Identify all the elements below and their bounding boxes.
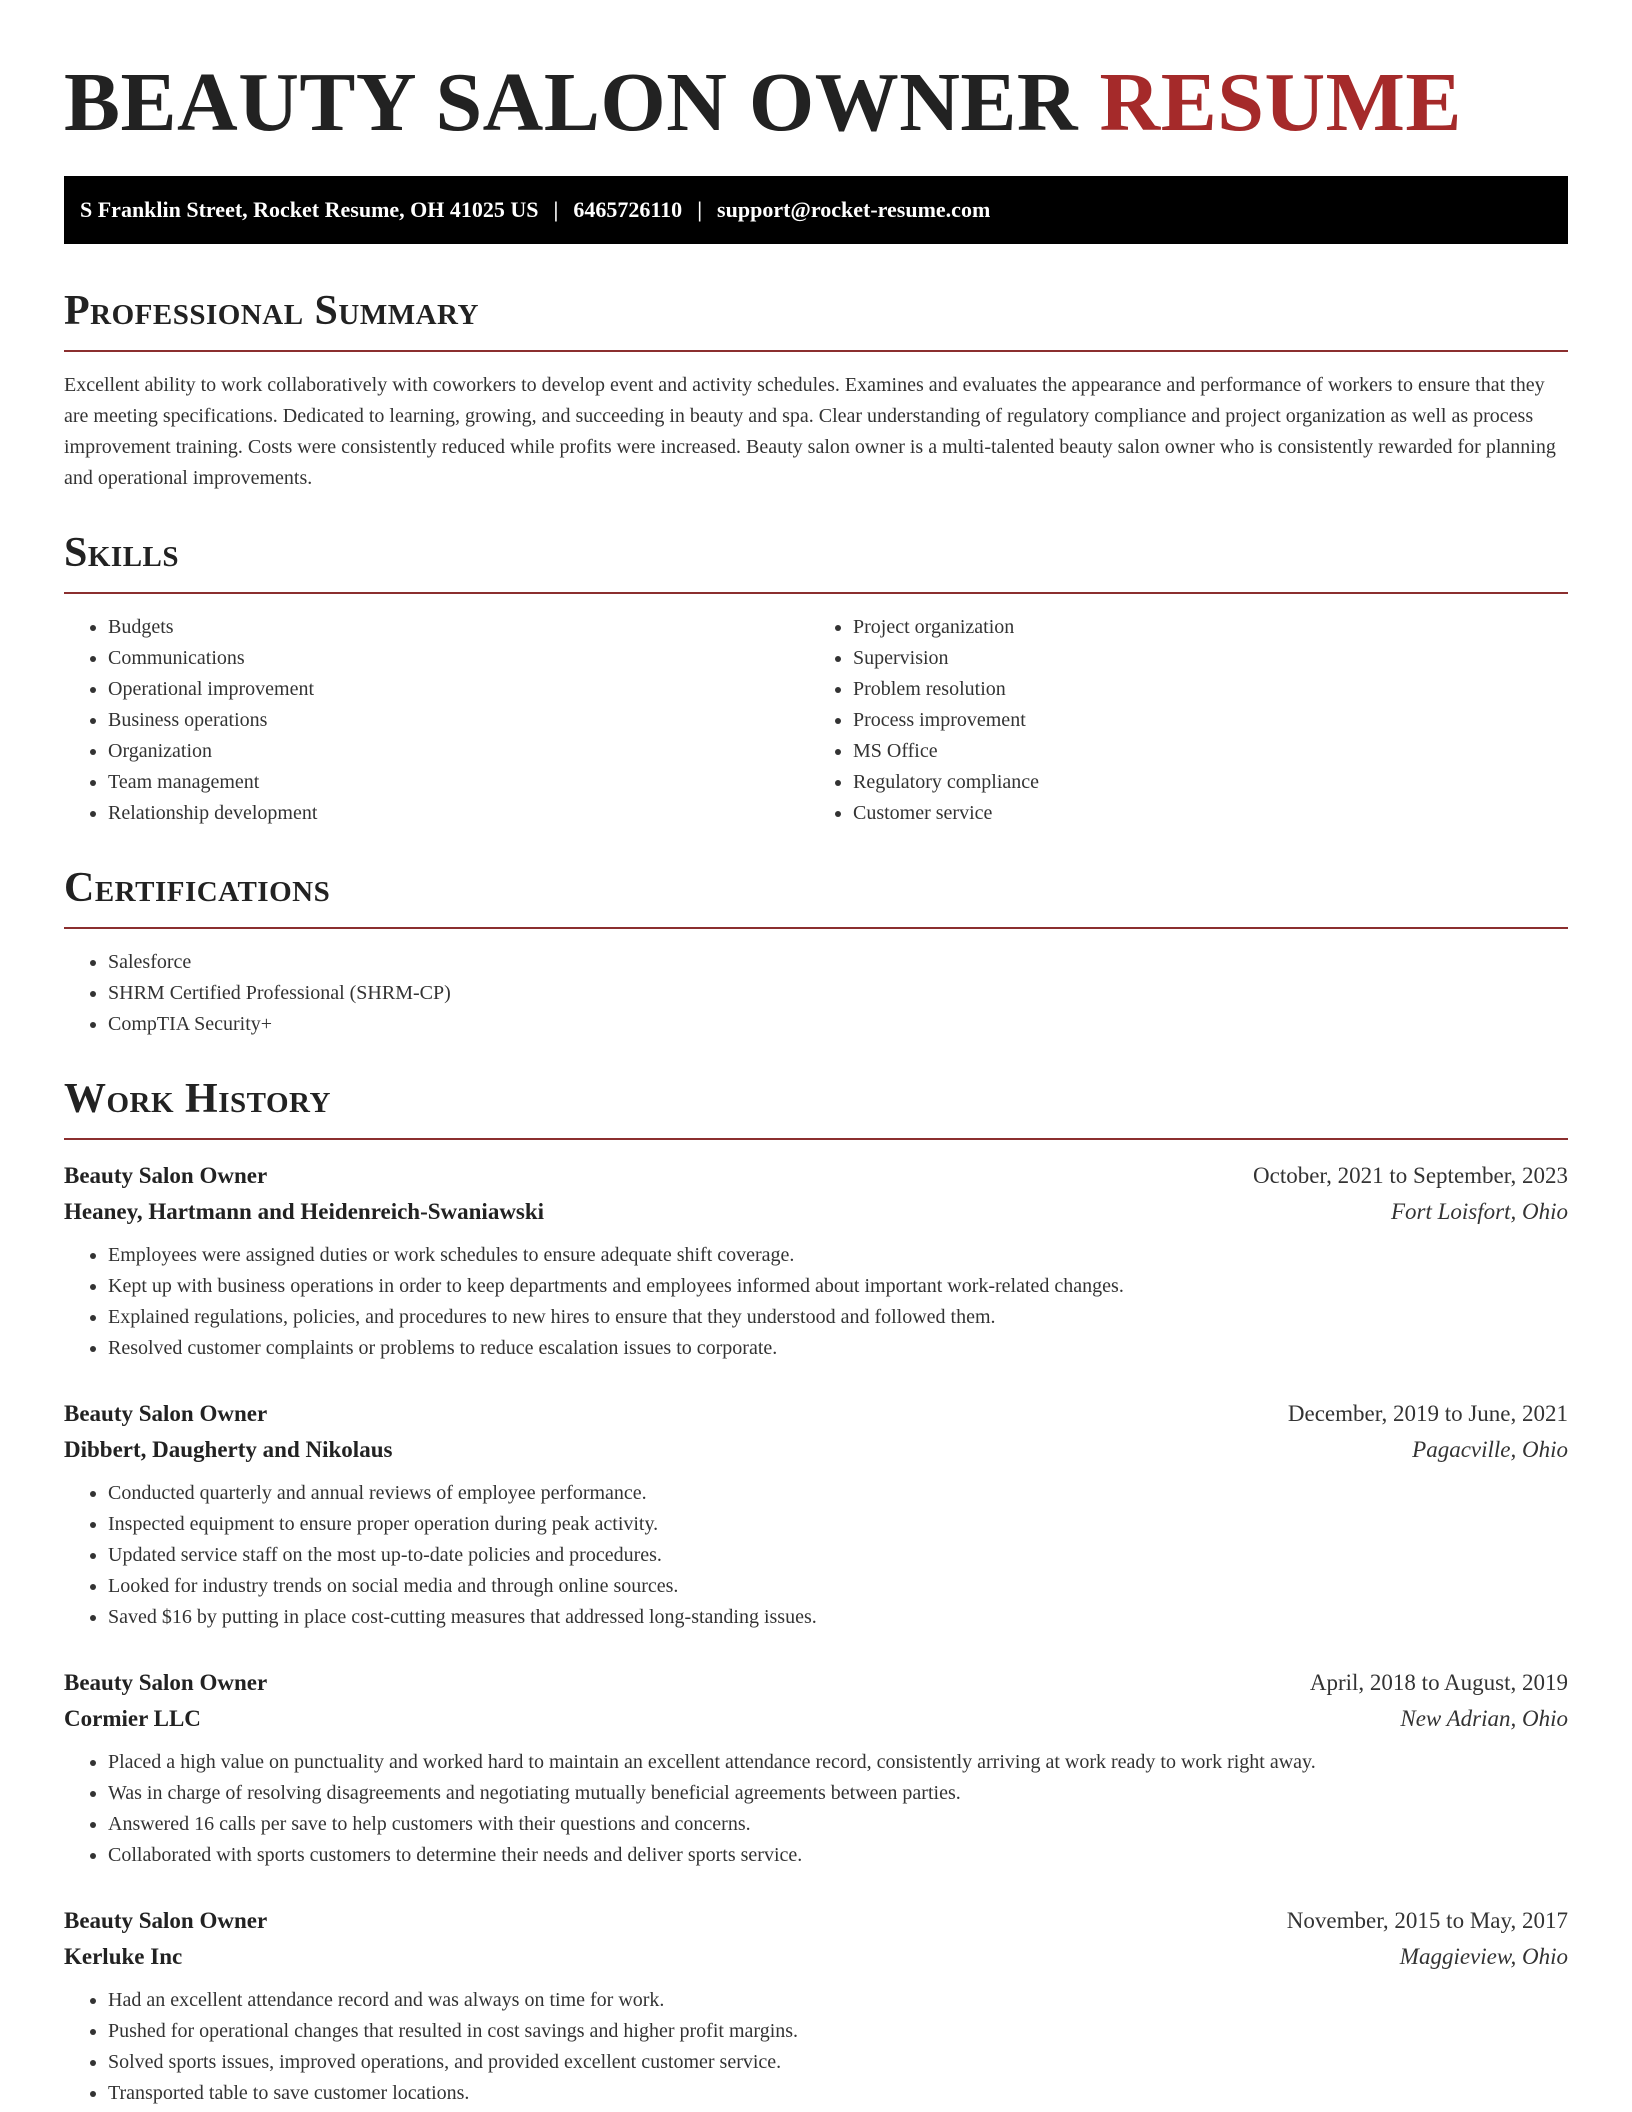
job-duty-item: • Collaborated with sports customers to determine their needs and deliver sports service. (108, 1840, 1568, 1871)
skill-item: • Customer service (853, 798, 1568, 829)
job-title: Beauty Salon Owner (64, 1908, 268, 1933)
skill-item: • Communications (108, 643, 823, 674)
skill-item: • Budgets (108, 612, 823, 643)
job-dates: October, 2021 to September, 2023 (1253, 1163, 1568, 1188)
certifications-list (64, 947, 1568, 1040)
job-company: Dibbert, Daugherty and Nikolaus (64, 1437, 393, 1462)
contact-separator: | (697, 197, 703, 222)
skill-item: • Problem resolution (853, 674, 1568, 705)
certification-item: • CompTIA Security+ (108, 1009, 1568, 1040)
skill-item: • Team management (108, 767, 823, 798)
summary-text: Excellent ability to work collaboratively with coworkers to develop event and activity schedules. Examines and evaluates the appearance and performance of workers to ensure that they are meeting specifications. Dedicated to learning, growing, and succeeding in beauty and spa. Clear understanding of regulatory compliance and project organization as well as process improvement training. Costs were consistently reduced while profits were increased. Beauty salon owner is a multi-talented beauty salon owner who is consistently rewarded for planning and operational improvements. (64, 374, 1556, 489)
resume-title (64, 0, 1568, 148)
skill-item: • Relationship development (108, 798, 823, 829)
summary-heading: Professional Summary (64, 288, 479, 334)
title-main: BEAUTY SALON OWNER (64, 56, 1079, 149)
job-entry (64, 1903, 1568, 2109)
job-duties-list (64, 1478, 1568, 1633)
job-duties-list (64, 1985, 1568, 2109)
job-duty-item: • Transported table to save customer locations. (108, 2078, 1568, 2109)
work-history-section (64, 1074, 1568, 2109)
job-title: Beauty Salon Owner (64, 1401, 268, 1426)
job-duty-item: • Resolved customer complaints or problems to reduce escalation issues to corporate. (108, 1333, 1568, 1364)
contact-email: support@rocket-resume.com (717, 197, 991, 222)
summary-section (64, 286, 1568, 494)
job-duty-item: • Employees were assigned duties or work schedules to ensure adequate shift coverage. (108, 1240, 1568, 1271)
job-duty-item: • Inspected equipment to ensure proper operation during peak activity. (108, 1509, 1568, 1540)
job-company-row (64, 1701, 1568, 1737)
job-duty-item: • Kept up with business operations in order to keep departments and employees informed about important work-related changes. (108, 1271, 1568, 1302)
contact-phone: 6465726110 (573, 197, 683, 222)
job-duty-item: • Solved sports issues, improved operations, and provided excellent customer service. (108, 2047, 1568, 2078)
contact-address: S Franklin Street, Rocket Resume, OH 41025 US (80, 197, 539, 222)
job-title: Beauty Salon Owner (64, 1163, 268, 1188)
job-dates: December, 2019 to June, 2021 (1287, 1401, 1568, 1426)
job-duty-item: • Saved $16 by putting in place cost-cutting measures that addressed long-standing issues. (108, 1602, 1568, 1633)
job-dates: April, 2018 to August, 2019 (1309, 1670, 1568, 1695)
job-location: Maggieview, Ohio (1399, 1944, 1568, 1969)
certifications-heading: Certifications (64, 865, 331, 911)
work-history-heading: Work History (64, 1076, 331, 1122)
job-company: Heaney, Hartmann and Heidenreich-Swaniawski (64, 1199, 545, 1224)
job-company-row (64, 1432, 1568, 1468)
job-duty-item: • Had an excellent attendance record and was always on time for work. (108, 1985, 1568, 2016)
job-duty-item: • Updated service staff on the most up-to-date policies and procedures. (108, 1540, 1568, 1571)
certifications-section (64, 863, 1568, 1040)
section-divider (64, 350, 1568, 352)
job-duty-item: • Pushed for operational changes that resulted in cost savings and higher profit margins. (108, 2016, 1568, 2047)
job-duty-item: • Answered 16 calls per save to help customers with their questions and concerns. (108, 1809, 1568, 1840)
section-divider (64, 1138, 1568, 1140)
contact-separator: | (553, 197, 559, 222)
job-duty-item: • Was in charge of resolving disagreements and negotiating mutually beneficial agreements between parties. (108, 1778, 1568, 1809)
skills-list-right (823, 612, 1568, 829)
job-header-row (64, 1158, 1568, 1194)
job-company-row (64, 1939, 1568, 1975)
job-duty-item: • Placed a high value on punctuality and worked hard to maintain an excellent attendance record, consistently arriving at work ready to work right away. (108, 1747, 1568, 1778)
section-divider (64, 927, 1568, 929)
skill-item: • MS Office (853, 736, 1568, 767)
skill-item: • Supervision (853, 643, 1568, 674)
job-entry (64, 1665, 1568, 1871)
contact-bar (64, 176, 1568, 244)
job-header-row (64, 1903, 1568, 1939)
job-duties-list (64, 1240, 1568, 1364)
skill-item: • Organization (108, 736, 823, 767)
section-divider (64, 592, 1568, 594)
job-title: Beauty Salon Owner (64, 1670, 268, 1695)
job-duties-list (64, 1747, 1568, 1871)
skill-item: • Business operations (108, 705, 823, 736)
job-location: New Adrian, Ohio (1400, 1706, 1568, 1731)
job-location: Pagacville, Ohio (1412, 1437, 1568, 1462)
certification-item: • Salesforce (108, 947, 1568, 978)
skills-list-left (64, 612, 823, 829)
skills-grid (64, 612, 1568, 829)
title-accent: RESUME (1099, 56, 1462, 149)
job-entry (64, 1396, 1568, 1633)
skill-item: • Project organization (853, 612, 1568, 643)
skills-heading: Skills (64, 530, 180, 576)
job-location: Fort Loisfort, Ohio (1390, 1199, 1568, 1224)
job-company: Kerluke Inc (64, 1944, 183, 1969)
skill-item: • Operational improvement (108, 674, 823, 705)
job-duty-item: • Looked for industry trends on social media and through online sources. (108, 1571, 1568, 1602)
job-company: Cormier LLC (64, 1706, 201, 1731)
certification-item: • SHRM Certified Professional (SHRM-CP) (108, 978, 1568, 1009)
skills-section (64, 528, 1568, 829)
job-header-row (64, 1665, 1568, 1701)
job-dates: November, 2015 to May, 2017 (1286, 1908, 1568, 1933)
job-duty-item: • Conducted quarterly and annual reviews of employee performance. (108, 1478, 1568, 1509)
skill-item: • Regulatory compliance (853, 767, 1568, 798)
job-duty-item: • Explained regulations, policies, and procedures to new hires to ensure that they understood and followed them. (108, 1302, 1568, 1333)
skill-item: • Process improvement (853, 705, 1568, 736)
job-company-row (64, 1194, 1568, 1230)
job-header-row (64, 1396, 1568, 1432)
job-entry (64, 1158, 1568, 1364)
